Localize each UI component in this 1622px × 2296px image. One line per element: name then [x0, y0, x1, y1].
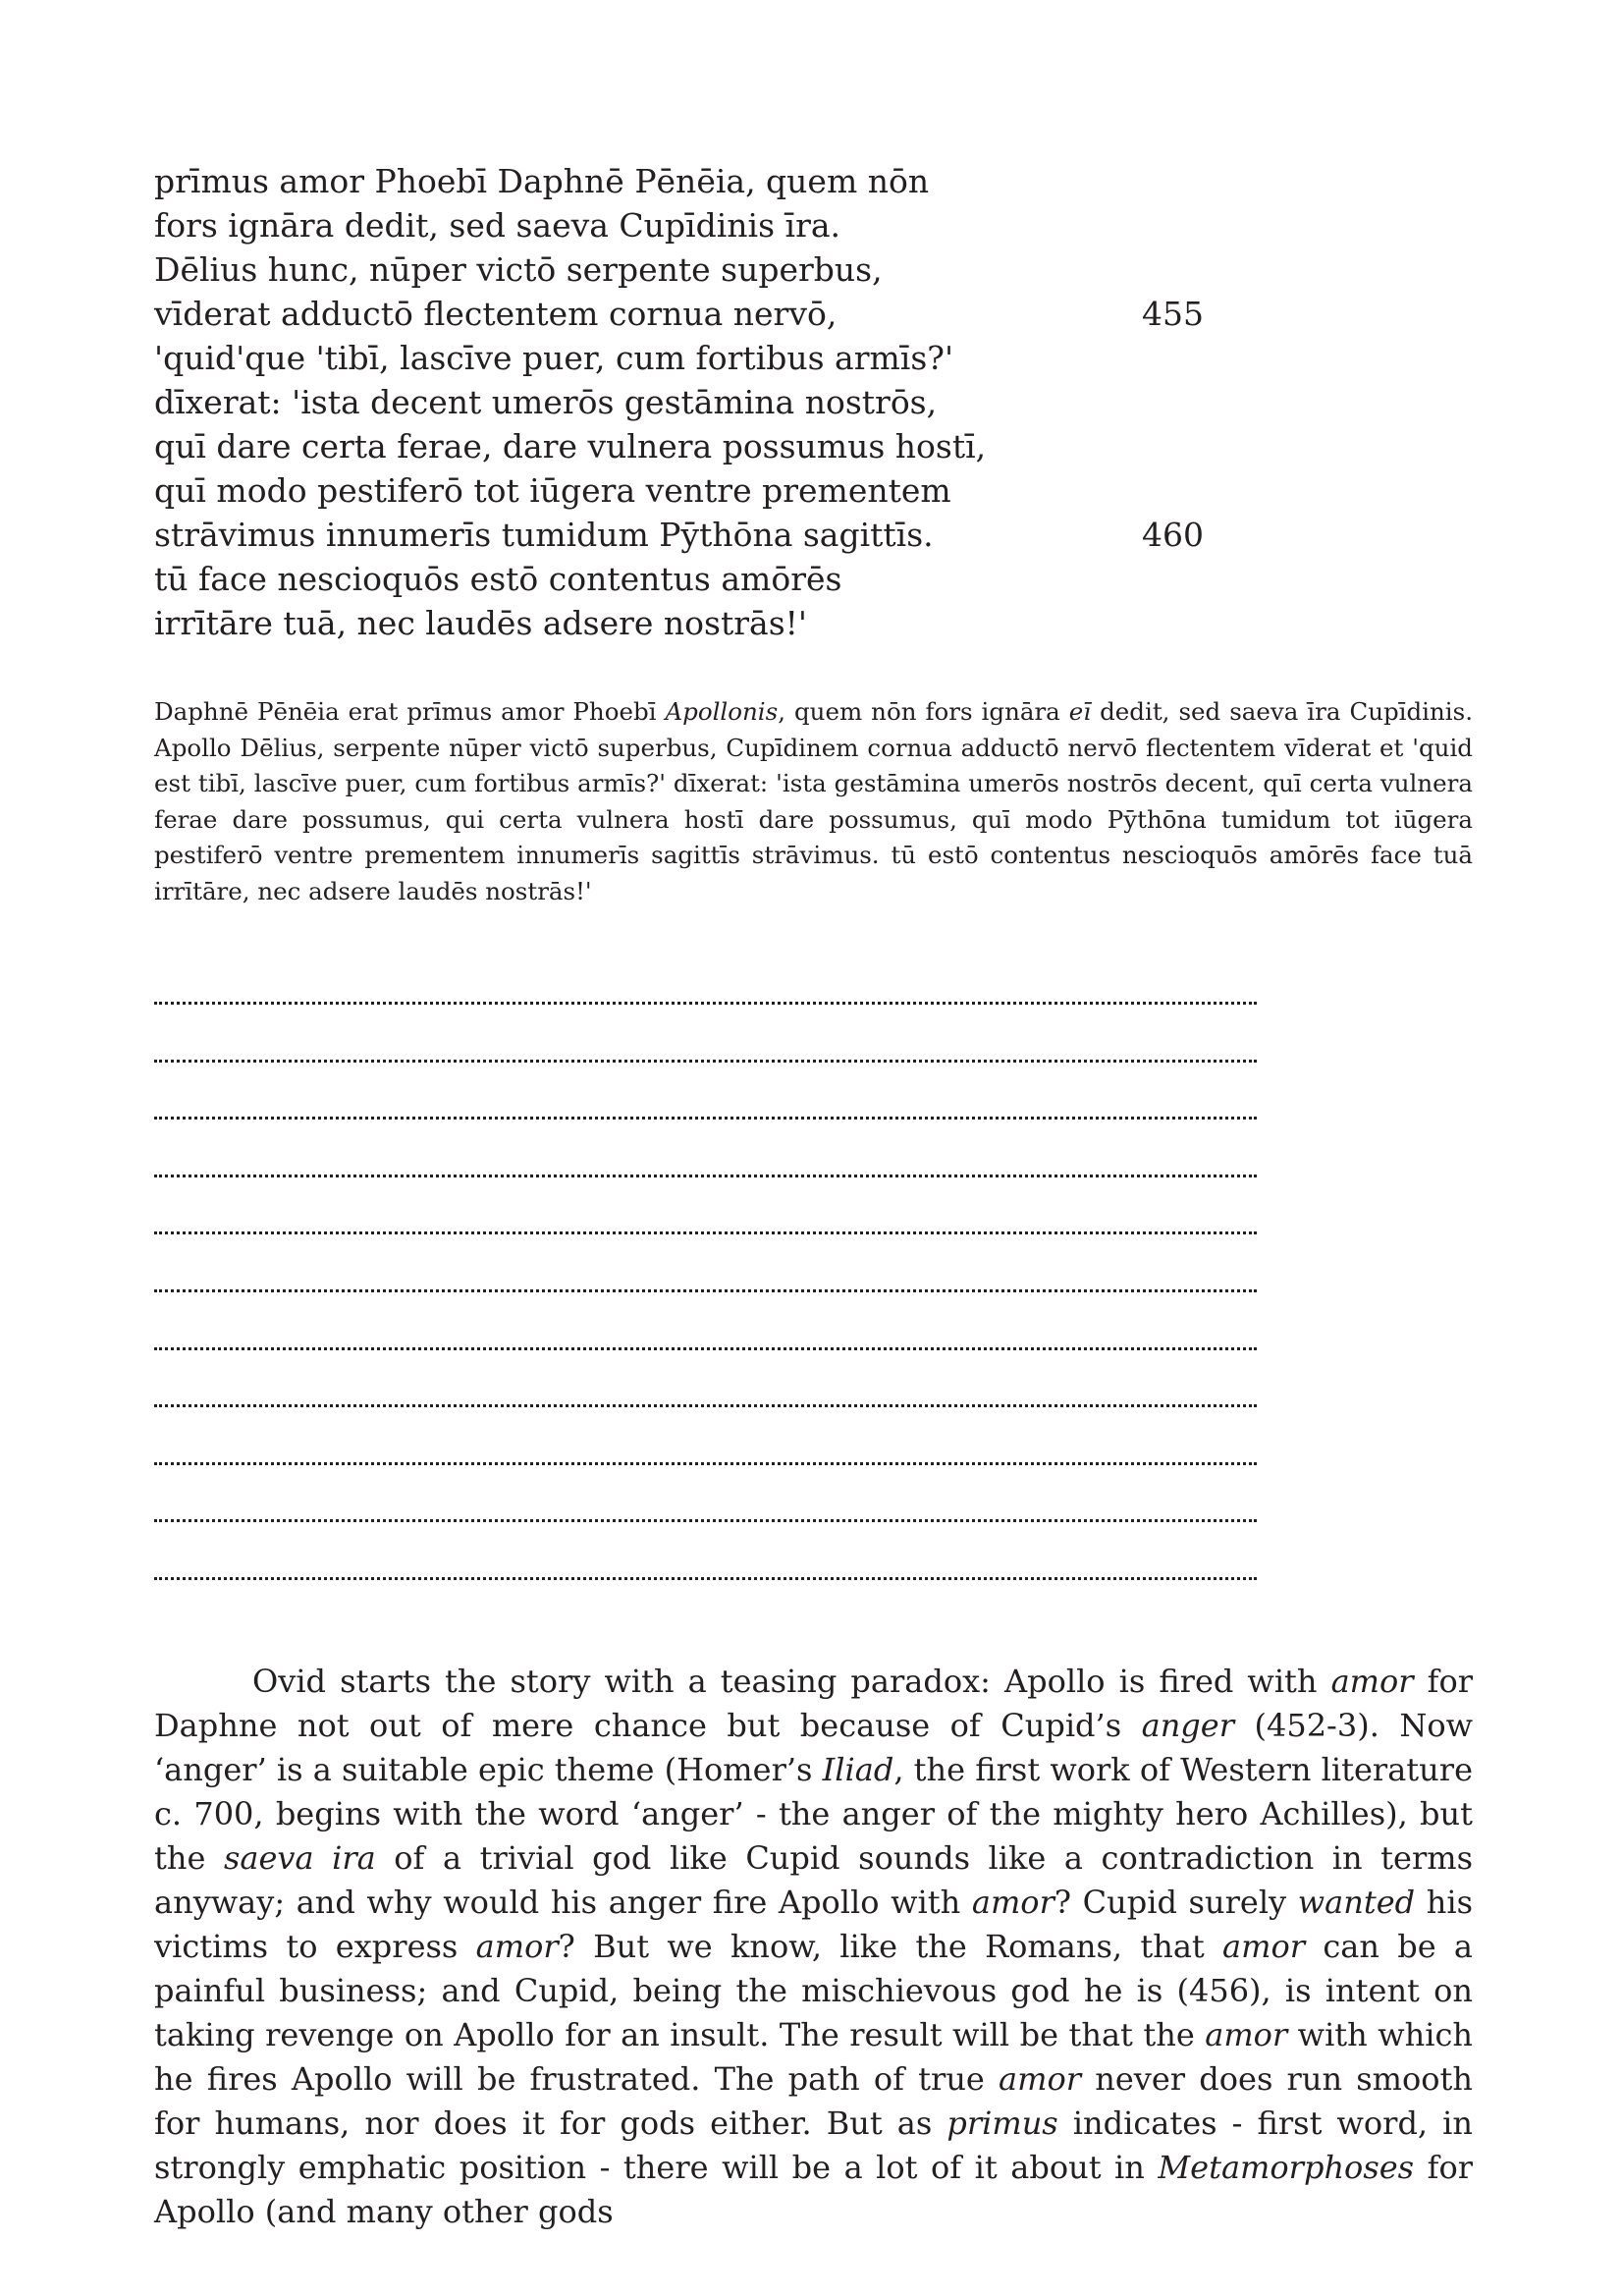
answer-line — [154, 1153, 1257, 1211]
prose-text: , quem nōn fors ignāra — [778, 697, 1069, 726]
verse-text: tū face nescioquōs estō contentus amōrēs — [154, 560, 842, 598]
commentary-text: can be a painful business; and Cupid, being the mischievous god he is (456), is intent on taking revenge on Apollo for an insult. The result will be that the — [154, 1928, 1474, 2053]
commentary-italic: amor — [475, 1928, 559, 1965]
verse-line — [154, 247, 1195, 292]
answer-line — [154, 1498, 1257, 1556]
line-number: 455 — [1142, 295, 1204, 333]
answer-line — [154, 1383, 1257, 1441]
commentary-italic: amor — [999, 2060, 1082, 2098]
commentary-text: with which he fires Apollo will be frustrated. The path of true — [154, 2016, 1474, 2098]
verse-line — [154, 203, 1195, 247]
commentary-italic: primus — [946, 2105, 1058, 2142]
verse-text: quī modo pestiferō tot iūgera ventre prementem — [154, 471, 951, 510]
verse-text: quī dare certa ferae, dare vulnera possumus hostī, — [154, 427, 987, 465]
latin-verse — [154, 159, 1204, 645]
answer-line — [154, 980, 1257, 1038]
verse-text: strāvimus innumerīs tumidum Pȳthōna sagittīs. — [154, 516, 934, 554]
verse-text: prīmus amor Phoebī Daphnē Pēnēia, quem nōn — [154, 162, 930, 200]
verse-text: 'quid'que 'tibī, lascīve puer, cum fortibus armīs?' — [154, 339, 954, 377]
commentary-text: never does run smooth for humans, nor does it for gods either. But as — [154, 2060, 1473, 2142]
verse-text: vīderat adductō flectentem cornua nervō, — [154, 295, 838, 333]
prose-italic: eī — [1068, 697, 1092, 726]
answer-line — [154, 1326, 1257, 1384]
verse-line — [154, 601, 1195, 645]
commentary-italic: amor — [1330, 1663, 1414, 1700]
verse-line — [154, 468, 1195, 513]
commentary-italic: amor — [1222, 1928, 1306, 1965]
verse-line — [154, 557, 1195, 601]
commentary-italic: amor — [971, 1884, 1054, 1921]
commentary-italic: Iliad — [822, 1751, 894, 1788]
commentary-text: ? But we know, like the Romans, that — [558, 1928, 1223, 1965]
verse-line — [154, 159, 1195, 203]
prose-italic: Apollonis — [665, 697, 779, 726]
verse-line — [154, 336, 1195, 380]
verse-text: dīxerat: 'ista decent umerōs gestāmina nostrōs, — [154, 383, 938, 421]
commentary-text: Ovid starts the story with a teasing paradox: Apollo is fired with — [252, 1663, 1331, 1700]
verse-text: fors ignāra dedit, sed saeva Cupīdinis īra. — [154, 206, 841, 245]
verse-line — [154, 380, 1195, 424]
answer-line — [154, 1268, 1257, 1326]
commentary-italic: amor — [1205, 2016, 1288, 2053]
answer-line — [154, 1556, 1257, 1613]
commentary-text: (452-3). Now ‘anger’ is a suitable epic theme (Homer’s — [154, 1707, 1474, 1788]
line-number: 460 — [1142, 516, 1204, 554]
commentary-text: indicates - first word, in strongly emphatic position - there will be a lot of it about in — [154, 2105, 1473, 2186]
prose-word-order-paragraph — [154, 694, 1473, 909]
translation-answer-lines — [154, 980, 1257, 1613]
prose-text: dedit, sed saeva īra Cupīdinis. Apollo Dēlius, serpente nūper victō superbus, Cupīdinem cornua adductō nervō flectentem vīderat et 'quid est tibī, lascīve puer, cum fortibus armīs?' dīxerat: 'ista gestāmina umerōs nostrōs decent, quī certa vulnera ferae dare possumus, qui certa vulnera hostī dare possumus, quī modo Pȳthōna tumidum tot iūgera pestiferō ventre prementem innumerīs sagittīs strāvimus. tū estō contentus nescioquōs amōrēs face tuā irrītāre, nec adsere laudēs nostrās!' — [154, 697, 1473, 905]
commentary-italic: saeva ira — [223, 1839, 376, 1877]
answer-line — [154, 1095, 1257, 1153]
commentary-text: , the first work of Western literature c. 700, begins with the word ‘anger’ - the anger of the mighty hero Achilles), but the — [154, 1751, 1474, 1877]
answer-line — [154, 1210, 1257, 1268]
commentary-text: for Apollo (and many other gods — [154, 2149, 1474, 2230]
verse-line — [154, 513, 1204, 557]
prose-text: Daphnē Pēnēia erat prīmus amor Phoebī — [154, 697, 666, 726]
commentary-text: of a trivial god like Cupid sounds like a contradiction in terms anyway; and why would his anger fire Apollo with — [154, 1839, 1474, 1921]
verse-line — [154, 292, 1204, 336]
verse-line — [154, 424, 1195, 468]
commentary-text: his victims to express — [154, 1884, 1474, 1965]
commentary-text: ? Cupid surely — [1054, 1884, 1298, 1921]
verse-text: Dēlius hunc, nūper victō serpente superbus, — [154, 250, 883, 289]
commentary-text: for Daphne not out of mere chance but because of Cupid’s — [154, 1663, 1474, 1744]
commentary-italic: wanted — [1297, 1884, 1416, 1921]
commentary-italic: anger — [1141, 1707, 1235, 1744]
answer-line — [154, 1038, 1257, 1096]
commentary-paragraph — [154, 1660, 1473, 2234]
commentary-italic: Metamorphoses — [1158, 2149, 1415, 2186]
verse-text: irrītāre tuā, nec laudēs adsere nostrās!' — [154, 604, 807, 642]
answer-line — [154, 1441, 1257, 1499]
